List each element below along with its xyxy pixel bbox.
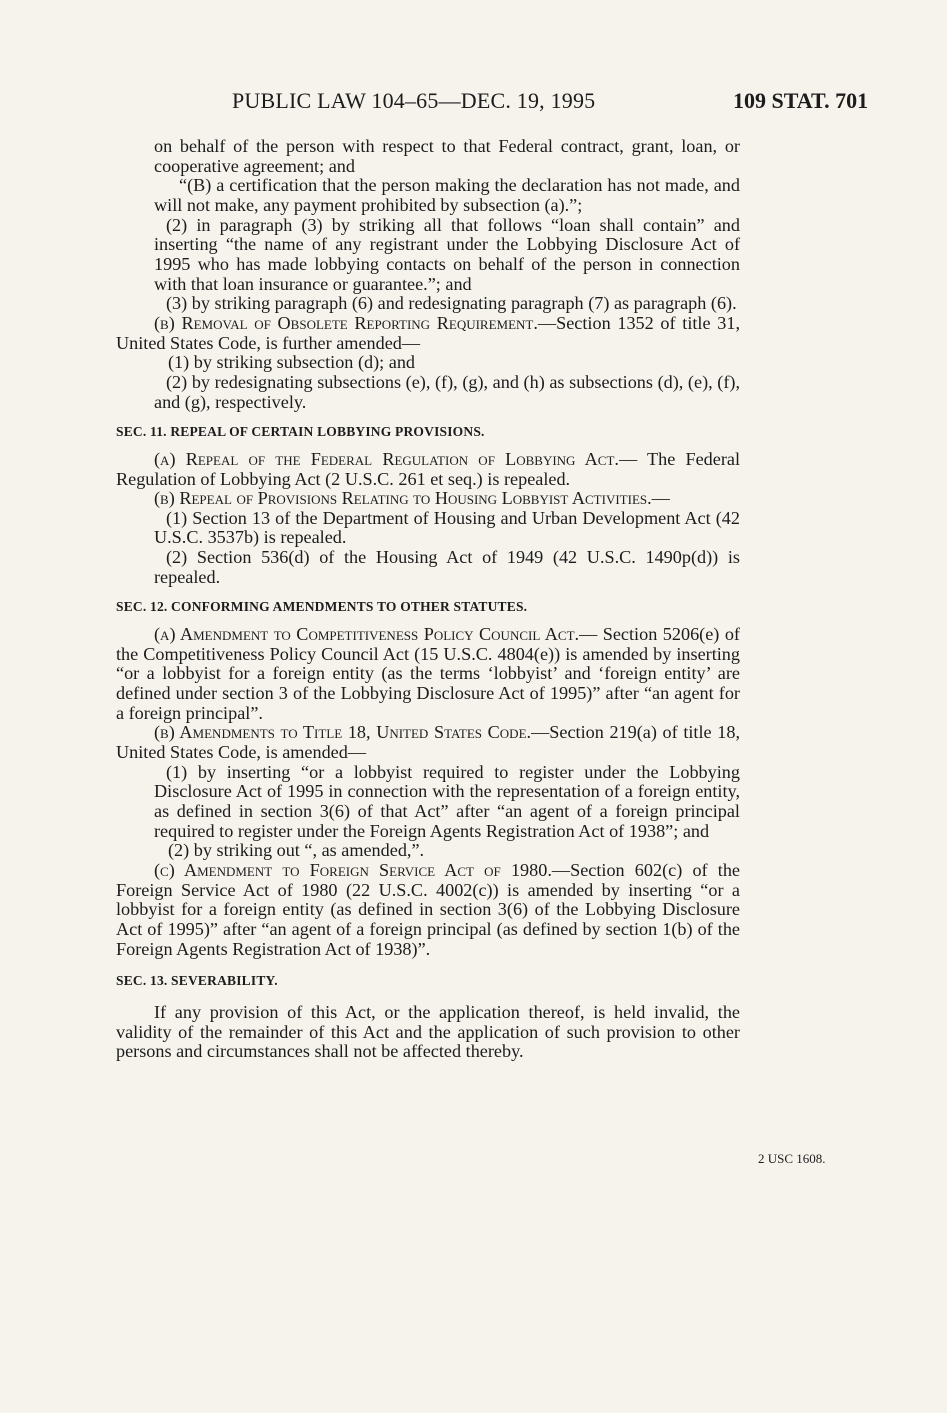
subsection-text: — The Federal Regulation of Lobbying Act (2 U.S.C. 261 et seq.) is repealed. xyxy=(116,448,740,489)
subsection-heading: (b) Removal of Obsolete Reporting Requirement. xyxy=(154,312,538,333)
subsection-heading: (c) Amendment to Foreign Service Act of 1980. xyxy=(154,859,552,880)
paragraph-1-inserting: (1) by inserting “or a lobbyist required to register under the Lobbying Disclosure Act of 1995 in connection with the representation of a foreign entity, as defined in section 3(6) of that Act” after “an agent of a foreign principal required to register under the Foreign Agents Registration Act of 1938”; and xyxy=(154,761,740,841)
subsection-text: —Section 602(c) of the Foreign Service Act of 1980 (22 U.S.C. 4002(c)) is amended by inserting “or a lobbyist for a foreign entity (as defined in section 3(6) of the Lobbying Disclosure Act of 1995)” after “an agent of a foreign principal (as defined by section 1(b) of the Foreign Agents Registration Act of 1938)”. xyxy=(116,859,741,959)
subsection-text: —Section 1352 of title 31, United States Code, is further amended— xyxy=(116,312,740,353)
paragraph-1-striking: (1) by striking subsection (d); and xyxy=(168,352,416,373)
section-12-heading: SEC. 12. CONFORMING AMENDMENTS TO OTHER STATUTES. xyxy=(116,599,528,615)
section-13-heading: SEC. 13. SEVERABILITY. xyxy=(116,973,278,989)
paragraph-2-striking-out: (2) by striking out “, as amended,”. xyxy=(168,840,425,861)
subsection-text: — xyxy=(651,488,670,509)
subsection-text: —Section 219(a) of title 18, United States Code, is amended— xyxy=(116,722,740,763)
paragraph-2-housing-act: (2) Section 536(d) of the Housing Act of 1949 (42 U.S.C. 1490p(d)) is repealed. xyxy=(154,547,740,587)
subsection-a-repeal xyxy=(116,450,740,489)
severability-text: If any provision of this Act, or the application thereof, is held invalid, the validity of the remainder of this Act and the application of such provision to other persons and circumstances shall not be affected thereby. xyxy=(116,1001,740,1062)
subsection-heading: (a) Repeal of the Federal Regulation of Lobbying Act. xyxy=(154,448,619,469)
paragraph-1-hud: (1) Section 13 of the Department of Housing and Urban Development Act (42 U.S.C. 3537b) is repealed. xyxy=(154,507,740,548)
subsection-b-housing xyxy=(116,489,740,509)
subsection-b-title-18 xyxy=(116,723,740,762)
paragraph-b-certification: “(B) a certification that the person making the declaration has not made, and will not make, any payment prohibited by subsection (a).”; xyxy=(154,175,740,215)
subsection-heading: (a) Amendment to Competitiveness Policy Council Act. xyxy=(154,624,580,645)
margin-citation: 2 USC 1608. xyxy=(758,1151,826,1166)
paragraph-2-redesignating: (2) by redesignating subsections (e), (f), (g), and (h) as subsections (d), (e), (f), and (g), respectively. xyxy=(154,371,740,412)
subsection-heading: (b) Amendments to Title 18, United States Code. xyxy=(154,722,532,743)
subsection-a-competitiveness xyxy=(116,625,740,723)
paragraph-continuation: on behalf of the person with respect to that Federal contract, grant, loan, or cooperative agreement; and xyxy=(154,136,740,176)
running-header-title: PUBLIC LAW 104–65—DEC. 19, 1995 xyxy=(232,88,596,113)
subsection-c-foreign-service xyxy=(116,861,740,959)
paragraph-3: (3) by striking paragraph (6) and redesignating paragraph (7) as paragraph (6). xyxy=(166,293,737,314)
subsection-b-removal xyxy=(116,314,740,353)
subsection-heading: (b) Repeal of Provisions Relating to Housing Lobbyist Activities. xyxy=(154,488,652,509)
subsection-text: — Section 5206(e) of the Competitiveness Policy Council Act (15 U.S.C. 4804(e)) is amended by inserting “or a lobbyist for a foreign entity (as the terms ‘lobbyist’ and ‘foreign entity’ are defined under section 3 of the Lobbying Disclosure Act of 1995)” after “an agent for a foreign principal”. xyxy=(116,624,740,723)
section-11-heading: SEC. 11. REPEAL OF CERTAIN LOBBYING PROVISIONS. xyxy=(116,424,485,440)
page-stat-number: 109 STAT. 701 xyxy=(733,88,869,113)
paragraph-2: (2) in paragraph (3) by striking all that follows “loan shall contain” and inserting “the name of any registrant under the Lobbying Disclosure Act of 1995 who has made lobbying contacts on behalf of the person in connection with that loan insurance or guarantee.”; and xyxy=(154,214,740,294)
document-body xyxy=(116,137,740,1062)
